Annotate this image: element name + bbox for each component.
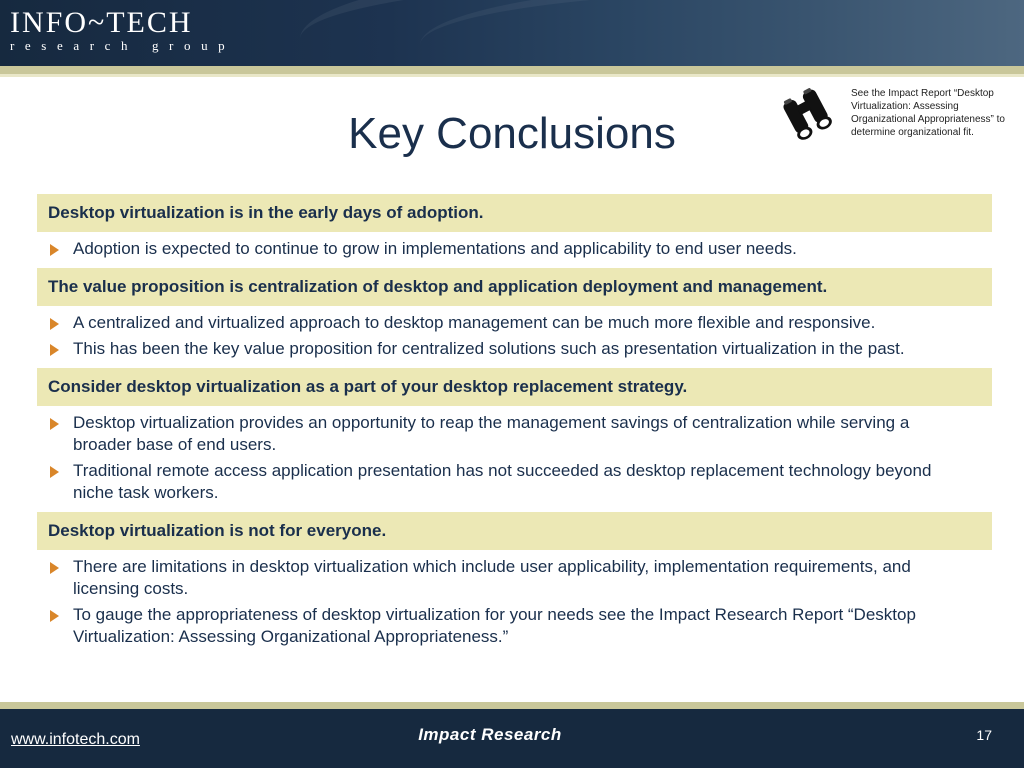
bullet-text: Desktop virtualization provides an opportunity to reap the management savings of centralization while serving a broader base of end users. — [73, 413, 910, 454]
bullet-text: Traditional remote access application presentation has not succeeded as desktop replacement technology beyond niche task workers. — [73, 461, 932, 502]
bullet-text: Adoption is expected to continue to grow in implementations and applicability to end user needs. — [73, 239, 797, 258]
bullet-arrow-icon — [50, 418, 59, 430]
bullet-text: To gauge the appropriateness of desktop virtualization for your needs see the Impact Research Report “Desktop Virtualization: Assessing Organizational Appropriateness.” — [73, 605, 916, 646]
bullet-arrow-icon — [50, 318, 59, 330]
section — [37, 368, 992, 512]
footer-stripe — [0, 702, 1024, 709]
section-heading: Desktop virtualization is not for everyone. — [37, 512, 992, 550]
bullet-list — [37, 306, 992, 368]
binoculars-icon — [782, 88, 832, 140]
footer-impact-research-label: Impact Research — [418, 725, 562, 744]
page-title: Key Conclusions — [348, 109, 676, 158]
bullet-item — [37, 556, 992, 600]
bullet-item — [37, 460, 992, 504]
header-stripe-light — [0, 74, 1024, 77]
bullet-item — [37, 604, 992, 648]
bullet-text: This has been the key value proposition for centralized solutions such as presentation virtualization in the past. — [73, 339, 905, 358]
impact-report-note: See the Impact Report “Desktop Virtualization: Assessing Organizational Appropriateness” to determine organizational fit. — [851, 88, 1005, 138]
infotech-website-link[interactable]: www.infotech.com — [11, 731, 140, 748]
header-stripe — [0, 66, 1024, 74]
section — [37, 194, 992, 268]
section-heading: The value proposition is centralization of desktop and application deployment and management. — [37, 268, 992, 306]
logo-main-text: INFO~TECH — [10, 6, 193, 39]
section-heading: Consider desktop virtualization as a part of your desktop replacement strategy. — [37, 368, 992, 406]
logo-sub-text: research group — [10, 38, 236, 53]
page-number: 17 — [976, 727, 992, 743]
bullet-item — [37, 312, 992, 334]
bullet-list — [37, 406, 992, 512]
bullet-item — [37, 238, 992, 260]
header-decoration — [420, 0, 1024, 66]
bullet-arrow-icon — [50, 344, 59, 356]
section — [37, 268, 992, 368]
bullet-text: There are limitations in desktop virtualization which include user applicability, implementation requirements, and licensing costs. — [73, 557, 911, 598]
infotech-logo[interactable] — [10, 7, 235, 53]
header-band — [0, 0, 1024, 66]
bullet-item — [37, 412, 992, 456]
bullet-list — [37, 550, 992, 656]
section-heading: Desktop virtualization is in the early days of adoption. — [37, 194, 992, 232]
bullet-list — [37, 232, 992, 268]
bullet-item — [37, 338, 992, 360]
section — [37, 512, 992, 656]
bullet-arrow-icon — [50, 562, 59, 574]
conclusions-content — [37, 194, 992, 656]
bullet-text: A centralized and virtualized approach to desktop management can be much more flexible and responsive. — [73, 313, 876, 332]
footer-band — [0, 709, 1024, 768]
bullet-arrow-icon — [50, 466, 59, 478]
bullet-arrow-icon — [50, 244, 59, 256]
bullet-arrow-icon — [50, 610, 59, 622]
